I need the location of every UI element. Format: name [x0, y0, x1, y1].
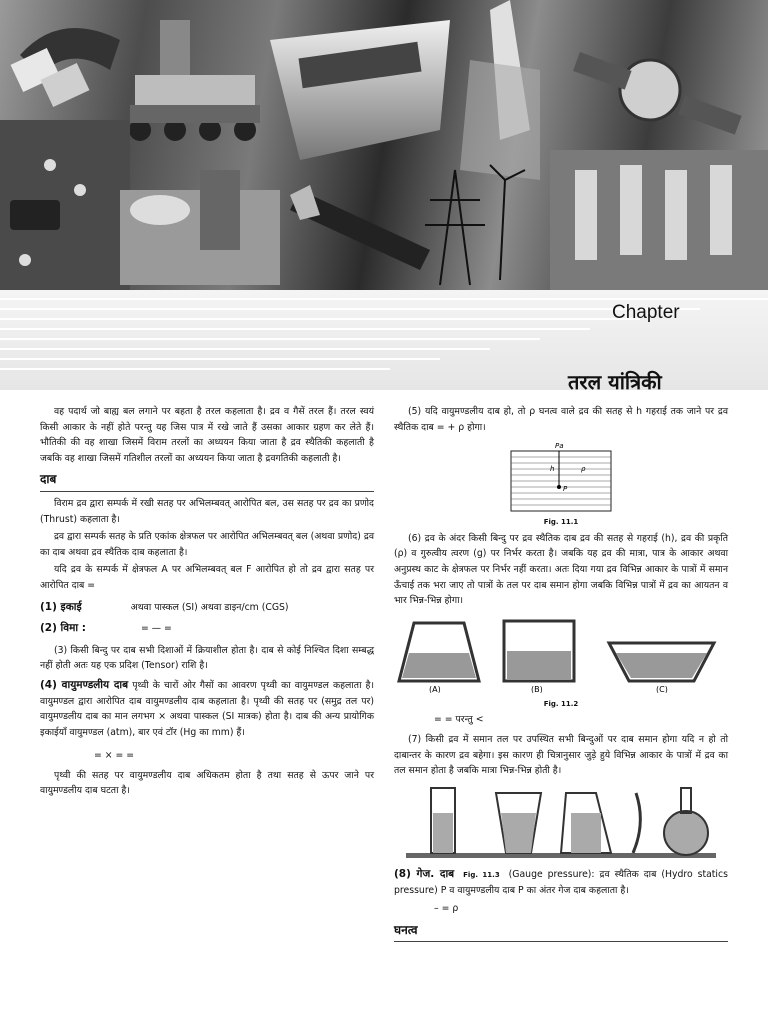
unit-line	[40, 600, 374, 616]
intro-paragraph: वह पदार्थ जो बाह्य बल लगाने पर बहता है तरल कहलाता है। द्रव व गैसें तरल हैं। तरल स्वयं किसी आकार के नहीं होते परन्तु यह जिस पात्र में रखे जाते हैं उसका आकार ग्रहण कर लेते हैं। भौतिकी की वह शाखा जिसमें विराम तरलों का अध्ययन किया जाता है द्रव स्थैतिकी कहलाती है जबकि वह शाखा जिसमें गतिशील तरलों का अध्ययन किया जाता है द्रवगतिकी कहलाती है।	[40, 406, 374, 464]
rover-image	[129, 20, 260, 141]
hydrostatic-paragraph: (5) यदि वायुमण्डलीय दाब हो, तो ρ घनत्व वाले द्रव की सतह से h गहराई तक जाने पर द्रव स्थैतिक दाब = + ρ होगा।	[394, 406, 728, 433]
atm-decrease-paragraph: पृथ्वी की सतह पर वायुमण्डलीय दाब अधिकतम होता है तथा सतह से ऊपर जाने पर वायुमण्डलीय दाब घटता है।	[40, 769, 374, 797]
atm-label: (4) वायुमण्डलीय दाब	[40, 678, 129, 691]
atm-equation: = × = =	[94, 750, 135, 762]
section-heading-pressure: दाब	[40, 472, 374, 492]
dimension-line	[40, 621, 374, 637]
dimension-text: = — =	[140, 623, 172, 635]
fig2-label-a: (A)	[429, 684, 441, 693]
tensor-paragraph: (3) किसी बिन्दु पर दाब सभी दिशाओं में क्रियाशील होता है। दाब से कोई निश्चित दिशा सम्बद्ध नहीं होती अतः यह एक प्रदिश (Tensor) राशि है।	[40, 644, 374, 672]
rocket-image	[460, 0, 540, 180]
unit-label: (1) इकाई	[40, 600, 82, 613]
right-column	[394, 404, 728, 946]
fig1-label-p: P	[563, 485, 568, 494]
gauge-text: (Gauge pressure): द्रव स्थैतिक दाब (Hydro statics pressure) P व वायुमण्डलीय दाब P का अंतर गेज दाब कहलाता है।	[394, 868, 728, 897]
fig-11-1-liquid-column	[501, 439, 621, 517]
fig2-label-b: (B)	[531, 684, 543, 693]
depth-dependence-paragraph: (6) द्रव के अंदर किसी बिन्दु पर द्रव स्थैतिक दाब द्रव की सतह से गहराई (h), द्रव की प्रकृति (ρ) व गुरुत्वीय त्वरण (g) पर निर्भर करता है। जबकि यह द्रव की मात्रा, पात्र के आकार अथवा अनुप्रस्थ काट के क्षेत्रफल पर निर्भर नहीं करता। अतः दिया गया द्रव विभिन्न आकार के पात्रों में समान ऊँचाई तक भरा जाए तो पात्रों के तल पर दाब समान होगा जबकि विभिन्न पात्रों में द्रव का आयतन व भार भिन्न-भिन्न होगा।	[394, 532, 728, 607]
gauge-label: (8) गेज. दाब	[394, 867, 455, 880]
banner-collage	[0, 0, 768, 290]
fig1-label-pa: Pa	[555, 442, 564, 451]
power-tower-image	[425, 165, 525, 285]
vessel-equation: = = परन्तु <	[434, 714, 484, 726]
thrust-paragraph: विराम द्रव द्वारा सम्पर्क में रखी सतह पर अभिलम्बवत् आरोपित बल, उस सतह पर द्रव का प्रणोद (Thrust) कहलाता है।	[40, 497, 374, 525]
atm-text: पृथ्वी के चारों ओर गैसों का आवरण पृथ्वी का वायुमण्डल कहलाता है। वायुमण्डल द्वारा आरोपित दाब वायुमण्डलीय दाब कहलाता है। पृथ्वी की सतह पर (समुद्र तल पर) वायुमण्डलीय दाब का मान लगभग × अथवा पास्कल (SI मात्रक) होता है। दाब की अन्य प्रायोगिक इकाईयाँ वायुमण्डल (atm), बार एवं टॉर (Hg का mm) हैं।	[40, 679, 374, 738]
left-column	[40, 404, 374, 801]
satellite-image	[573, 52, 742, 135]
banner-illustration	[0, 0, 768, 290]
fig-11-2-vessels	[394, 613, 728, 693]
gauge-equation: – = ρ	[434, 902, 459, 914]
equal-level-paragraph: (7) किसी द्रव में समान तल पर उपस्थित सभी बिन्दुओं पर दाब समान होगा यदि न हो तो दाबान्तर के कारण द्रव बहेगा। इस कारण ही चित्रानुसार जुड़े हुये विभिन्न आकार के पात्रों में द्रव का तल समान होता है जबकि मात्रा भिन्न-भिन्न होती है।	[394, 733, 728, 777]
pressure-definition-paragraph: द्रव द्वारा सम्पर्क सतह के प्रति एकांक क्षेत्रफल पर आरोपित अभिलम्बवत् बल (अथवा प्रणोद) द्रव का दाब अथवा द्रव स्थैतिक दाब कहलाता है।	[40, 531, 374, 558]
fig1-label-rho: ρ	[581, 465, 586, 474]
fig1-caption: Fig. 11.1	[543, 518, 579, 527]
apparatus-image	[120, 170, 280, 285]
circuit-board-image	[0, 120, 130, 290]
section-heading-density: घनत्व	[394, 923, 728, 943]
dimension-label: (2) विमा :	[40, 622, 86, 635]
cable-image	[290, 185, 430, 270]
pressure-formula-paragraph: यदि द्रव के सम्पर्क में क्षेत्रफल A पर अभिलम्बवत् बल F आरोपित हो तो द्रव द्वारा सतह पर आरोपित दाब =	[40, 564, 374, 591]
unit-text: अथवा पास्कल (SI) अथवा डाइन/cm (CGS)	[130, 601, 289, 613]
fig-11-3-connected-vessels	[401, 783, 721, 863]
atm-paragraph	[40, 678, 374, 740]
fig2-caption: Fig. 11.2	[543, 699, 579, 708]
chapter-label: Chapter	[612, 302, 680, 323]
train-image	[270, 20, 450, 160]
fig1-label-h: h	[550, 465, 555, 474]
insulators-image	[550, 150, 768, 290]
magnet-image	[11, 28, 120, 107]
fig3-caption: Fig. 11.3	[463, 870, 500, 879]
fig2-label-c: (C)	[656, 684, 668, 693]
gauge-pressure-paragraph	[394, 867, 728, 899]
chapter-title: तरल यांत्रिकी	[568, 370, 662, 394]
